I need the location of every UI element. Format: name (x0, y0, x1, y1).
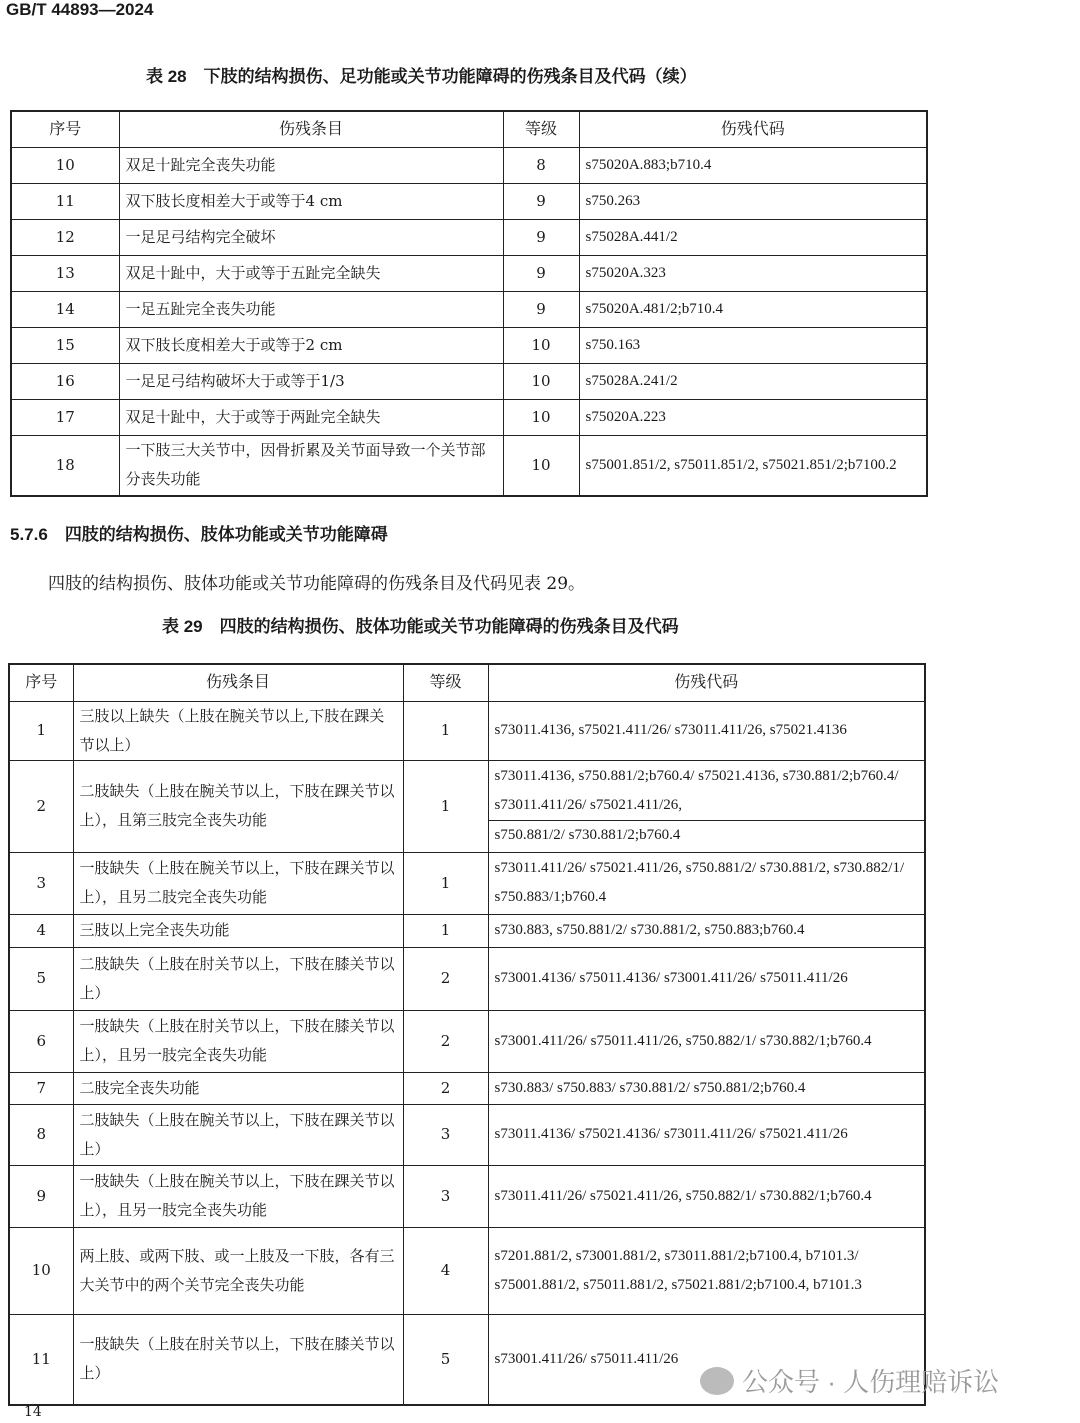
disability-grade: 10 (503, 363, 579, 399)
row-number: 6 (9, 1010, 73, 1072)
disability-grade: 10 (503, 399, 579, 435)
disability-grade: 9 (503, 291, 579, 327)
code-text: s73011.411/26/ s75021.411/26, s750.882/1/ s730.882/1;b760.4 (494, 1187, 872, 1204)
table-row (11, 327, 927, 363)
row-number: 18 (11, 435, 119, 496)
code-text: s75020A.481/2;b710.4 (585, 300, 724, 317)
table-28 (10, 110, 928, 497)
row-number: 14 (11, 291, 119, 327)
disability-grade: 2 (403, 1010, 488, 1072)
injury-item: 双下肢长度相差大于或等于4 cm (119, 183, 503, 219)
col-header-grade: 等级 (503, 111, 579, 147)
row-number: 10 (9, 1227, 73, 1314)
injury-item: 二肢完全丧失功能 (73, 1072, 403, 1104)
disability-codes (488, 760, 925, 852)
disability-codes (488, 1104, 925, 1165)
code-text: s75028A.241/2 (585, 372, 678, 389)
col-header-no: 序号 (9, 664, 73, 701)
table-row (9, 760, 925, 852)
code-text: s730.883, s750.881/2/ s730.881/2, s750.883;b760.4 (494, 922, 805, 938)
table-row (9, 1010, 925, 1072)
table-row (9, 1227, 925, 1314)
injury-item: 三肢以上缺失（上肢在腕关节以上,下肢在踝关节以上） (73, 701, 403, 760)
injury-item: 双足十趾中，大于或等于两趾完全缺失 (119, 399, 503, 435)
section-number: 5.7.6 (10, 525, 48, 544)
table-29 (8, 663, 926, 1406)
col-header-item: 伤残条目 (119, 111, 503, 147)
col-header-grade: 等级 (403, 664, 488, 701)
injury-item: 双下肢长度相差大于或等于2 cm (119, 327, 503, 363)
row-number: 15 (11, 327, 119, 363)
code-text: s73001.411/26/ s75011.411/26, s750.882/1/ s730.882/1;b760.4 (494, 1032, 872, 1049)
table-29-body (9, 701, 925, 1405)
table-29-caption: 表 29 四肢的结构损伤、肢体功能或关节功能障碍的伤残条目及代码 (162, 617, 679, 636)
injury-item: 两上肢、或两下肢、或一上肢及一下肢，各有三大关节中的两个关节完全丧失功能 (73, 1227, 403, 1314)
wechat-icon (700, 1367, 734, 1395)
row-number: 2 (9, 760, 73, 852)
disability-grade: 4 (403, 1227, 488, 1314)
row-number: 8 (9, 1104, 73, 1165)
table-row (11, 147, 927, 183)
code-text: s73011.411/26/ s75021.411/26, s750.881/2/ s730.881/2, s730.882/1/ s750.883/1;b760.4 (494, 860, 905, 905)
disability-grade: 2 (403, 947, 488, 1010)
disability-grade: 9 (503, 255, 579, 291)
code-text: s7201.881/2, s73001.881/2, s73011.881/2;b7100.4, b7101.3/ s75001.881/2, s75011.881/2, s75021.881/2;b7100.4, b7101.3 (494, 1247, 862, 1293)
injury-item: 一肢缺失（上肢在腕关节以上，下肢在踝关节以上），且另一肢完全丧失功能 (73, 1165, 403, 1227)
disability-grade: 1 (403, 852, 488, 914)
disability-grade: 1 (403, 701, 488, 760)
disability-codes (579, 327, 927, 363)
disability-codes (488, 914, 925, 947)
injury-item: 二肢缺失（上肢在腕关节以上，下肢在踝关节以上） (73, 1104, 403, 1165)
disability-codes (488, 1072, 925, 1104)
code-text: s750.881/2/ s730.881/2;b760.4 (489, 820, 925, 850)
code-text: s750.163 (585, 336, 641, 353)
code-text: s75020A.223 (585, 408, 666, 425)
code-text: s75028A.441/2 (585, 228, 678, 245)
watermark-text: 公众号 · 人伤理赔诉讼 (742, 1367, 1000, 1397)
injury-item: 二肢缺失（上肢在肘关节以上，下肢在膝关节以上） (73, 947, 403, 1010)
col-header-item: 伤残条目 (73, 664, 403, 701)
page-number: 14 (24, 1404, 42, 1420)
injury-item: 双足十趾完全丧失功能 (119, 147, 503, 183)
code-text: s75001.851/2, s75011.851/2, s75021.851/2;b7100.2 (585, 456, 897, 473)
row-number: 11 (11, 183, 119, 219)
table-row (9, 1165, 925, 1227)
table-row (9, 914, 925, 947)
row-number: 10 (11, 147, 119, 183)
code-text: s75020A.323 (585, 264, 666, 281)
injury-item: 一足足弓结构破坏大于或等于1/3 (119, 363, 503, 399)
disability-codes (488, 1227, 925, 1314)
table-row (9, 947, 925, 1010)
table-row (9, 701, 925, 760)
disability-codes (488, 1010, 925, 1072)
disability-grade: 5 (403, 1314, 488, 1405)
standard-number: GB/T 44893—2024 (6, 0, 154, 19)
disability-grade: 9 (503, 183, 579, 219)
disability-codes (488, 947, 925, 1010)
injury-item: 一足五趾完全丧失功能 (119, 291, 503, 327)
row-number: 16 (11, 363, 119, 399)
col-header-codes: 伤残代码 (579, 111, 927, 147)
table-28-body (11, 147, 927, 496)
row-number: 12 (11, 219, 119, 255)
disability-grade: 3 (403, 1165, 488, 1227)
table-row (11, 183, 927, 219)
injury-item: 二肢缺失（上肢在腕关节以上，下肢在踝关节以上），且第三肢完全丧失功能 (73, 760, 403, 852)
disability-codes (488, 1165, 925, 1227)
table-row (11, 435, 927, 496)
disability-codes (579, 435, 927, 496)
section-paragraph: 四肢的结构损伤、肢体功能或关节功能障碍的伤残条目及代码见表 29。 (48, 574, 586, 594)
disability-grade: 10 (503, 435, 579, 496)
disability-codes (579, 291, 927, 327)
table-row (11, 363, 927, 399)
injury-item: 一足足弓结构完全破坏 (119, 219, 503, 255)
table-row (11, 219, 927, 255)
table-row (11, 399, 927, 435)
injury-item: 一下肢三大关节中，因骨折累及关节面导致一个关节部分丧失功能 (119, 435, 503, 496)
code-text: s73011.4136/ s75021.4136/ s73011.411/26/ s75021.411/26 (494, 1126, 848, 1142)
code-text: s75020A.883;b710.4 (585, 156, 712, 173)
disability-codes (579, 147, 927, 183)
injury-item: 一肢缺失（上肢在肘关节以上，下肢在膝关节以上），且另一肢完全丧失功能 (73, 1010, 403, 1072)
table-row (11, 255, 927, 291)
disability-grade: 3 (403, 1104, 488, 1165)
injury-item: 一肢缺失（上肢在肘关节以上，下肢在膝关节以上） (73, 1314, 403, 1405)
disability-grade: 1 (403, 760, 488, 852)
watermark (700, 1362, 999, 1399)
table-row (9, 1072, 925, 1104)
disability-grade: 1 (403, 914, 488, 947)
disability-grade: 10 (503, 327, 579, 363)
table-row (9, 852, 925, 914)
code-text: s73001.4136/ s75011.4136/ s73001.411/26/ s75011.411/26 (494, 970, 848, 986)
table-row (9, 1104, 925, 1165)
code-text: s750.263 (585, 192, 641, 209)
disability-grade: 8 (503, 147, 579, 183)
disability-codes (579, 399, 927, 435)
row-number: 7 (9, 1072, 73, 1104)
disability-codes (579, 219, 927, 255)
col-header-no: 序号 (11, 111, 119, 147)
row-number: 5 (9, 947, 73, 1010)
row-number: 11 (9, 1314, 73, 1405)
disability-grade: 9 (503, 219, 579, 255)
disability-codes (488, 852, 925, 914)
injury-item: 三肢以上完全丧失功能 (73, 914, 403, 947)
row-number: 17 (11, 399, 119, 435)
disability-codes (579, 183, 927, 219)
disability-codes (488, 701, 925, 760)
row-number: 4 (9, 914, 73, 947)
row-number: 1 (9, 701, 73, 760)
row-number: 3 (9, 852, 73, 914)
disability-codes (579, 363, 927, 399)
disability-grade: 2 (403, 1072, 488, 1104)
injury-item: 一肢缺失（上肢在腕关节以上，下肢在踝关节以上），且另二肢完全丧失功能 (73, 852, 403, 914)
code-text: s730.883/ s750.883/ s730.881/2/ s750.881/2;b760.4 (494, 1079, 806, 1096)
section-title: 四肢的结构损伤、肢体功能或关节功能障碍 (64, 525, 388, 544)
code-text: s73011.4136, s75021.411/26/ s73011.411/26, s75021.4136 (494, 722, 847, 738)
injury-item: 双足十趾中，大于或等于五趾完全缺失 (119, 255, 503, 291)
table-28-caption: 表 28 下肢的结构损伤、足功能或关节功能障碍的伤残条目及代码（续） (146, 67, 697, 86)
section-heading (10, 520, 388, 545)
row-number: 13 (11, 255, 119, 291)
col-header-codes: 伤残代码 (488, 664, 925, 701)
disability-codes (579, 255, 927, 291)
code-text: s73001.411/26/ s75011.411/26 (494, 1350, 679, 1367)
code-text: s73011.4136, s750.881/2;b760.4/ s75021.4136, s730.881/2;b760.4/ s73011.411/26/ s75021.411/26, (494, 768, 899, 813)
row-number: 9 (9, 1165, 73, 1227)
table-row (11, 291, 927, 327)
